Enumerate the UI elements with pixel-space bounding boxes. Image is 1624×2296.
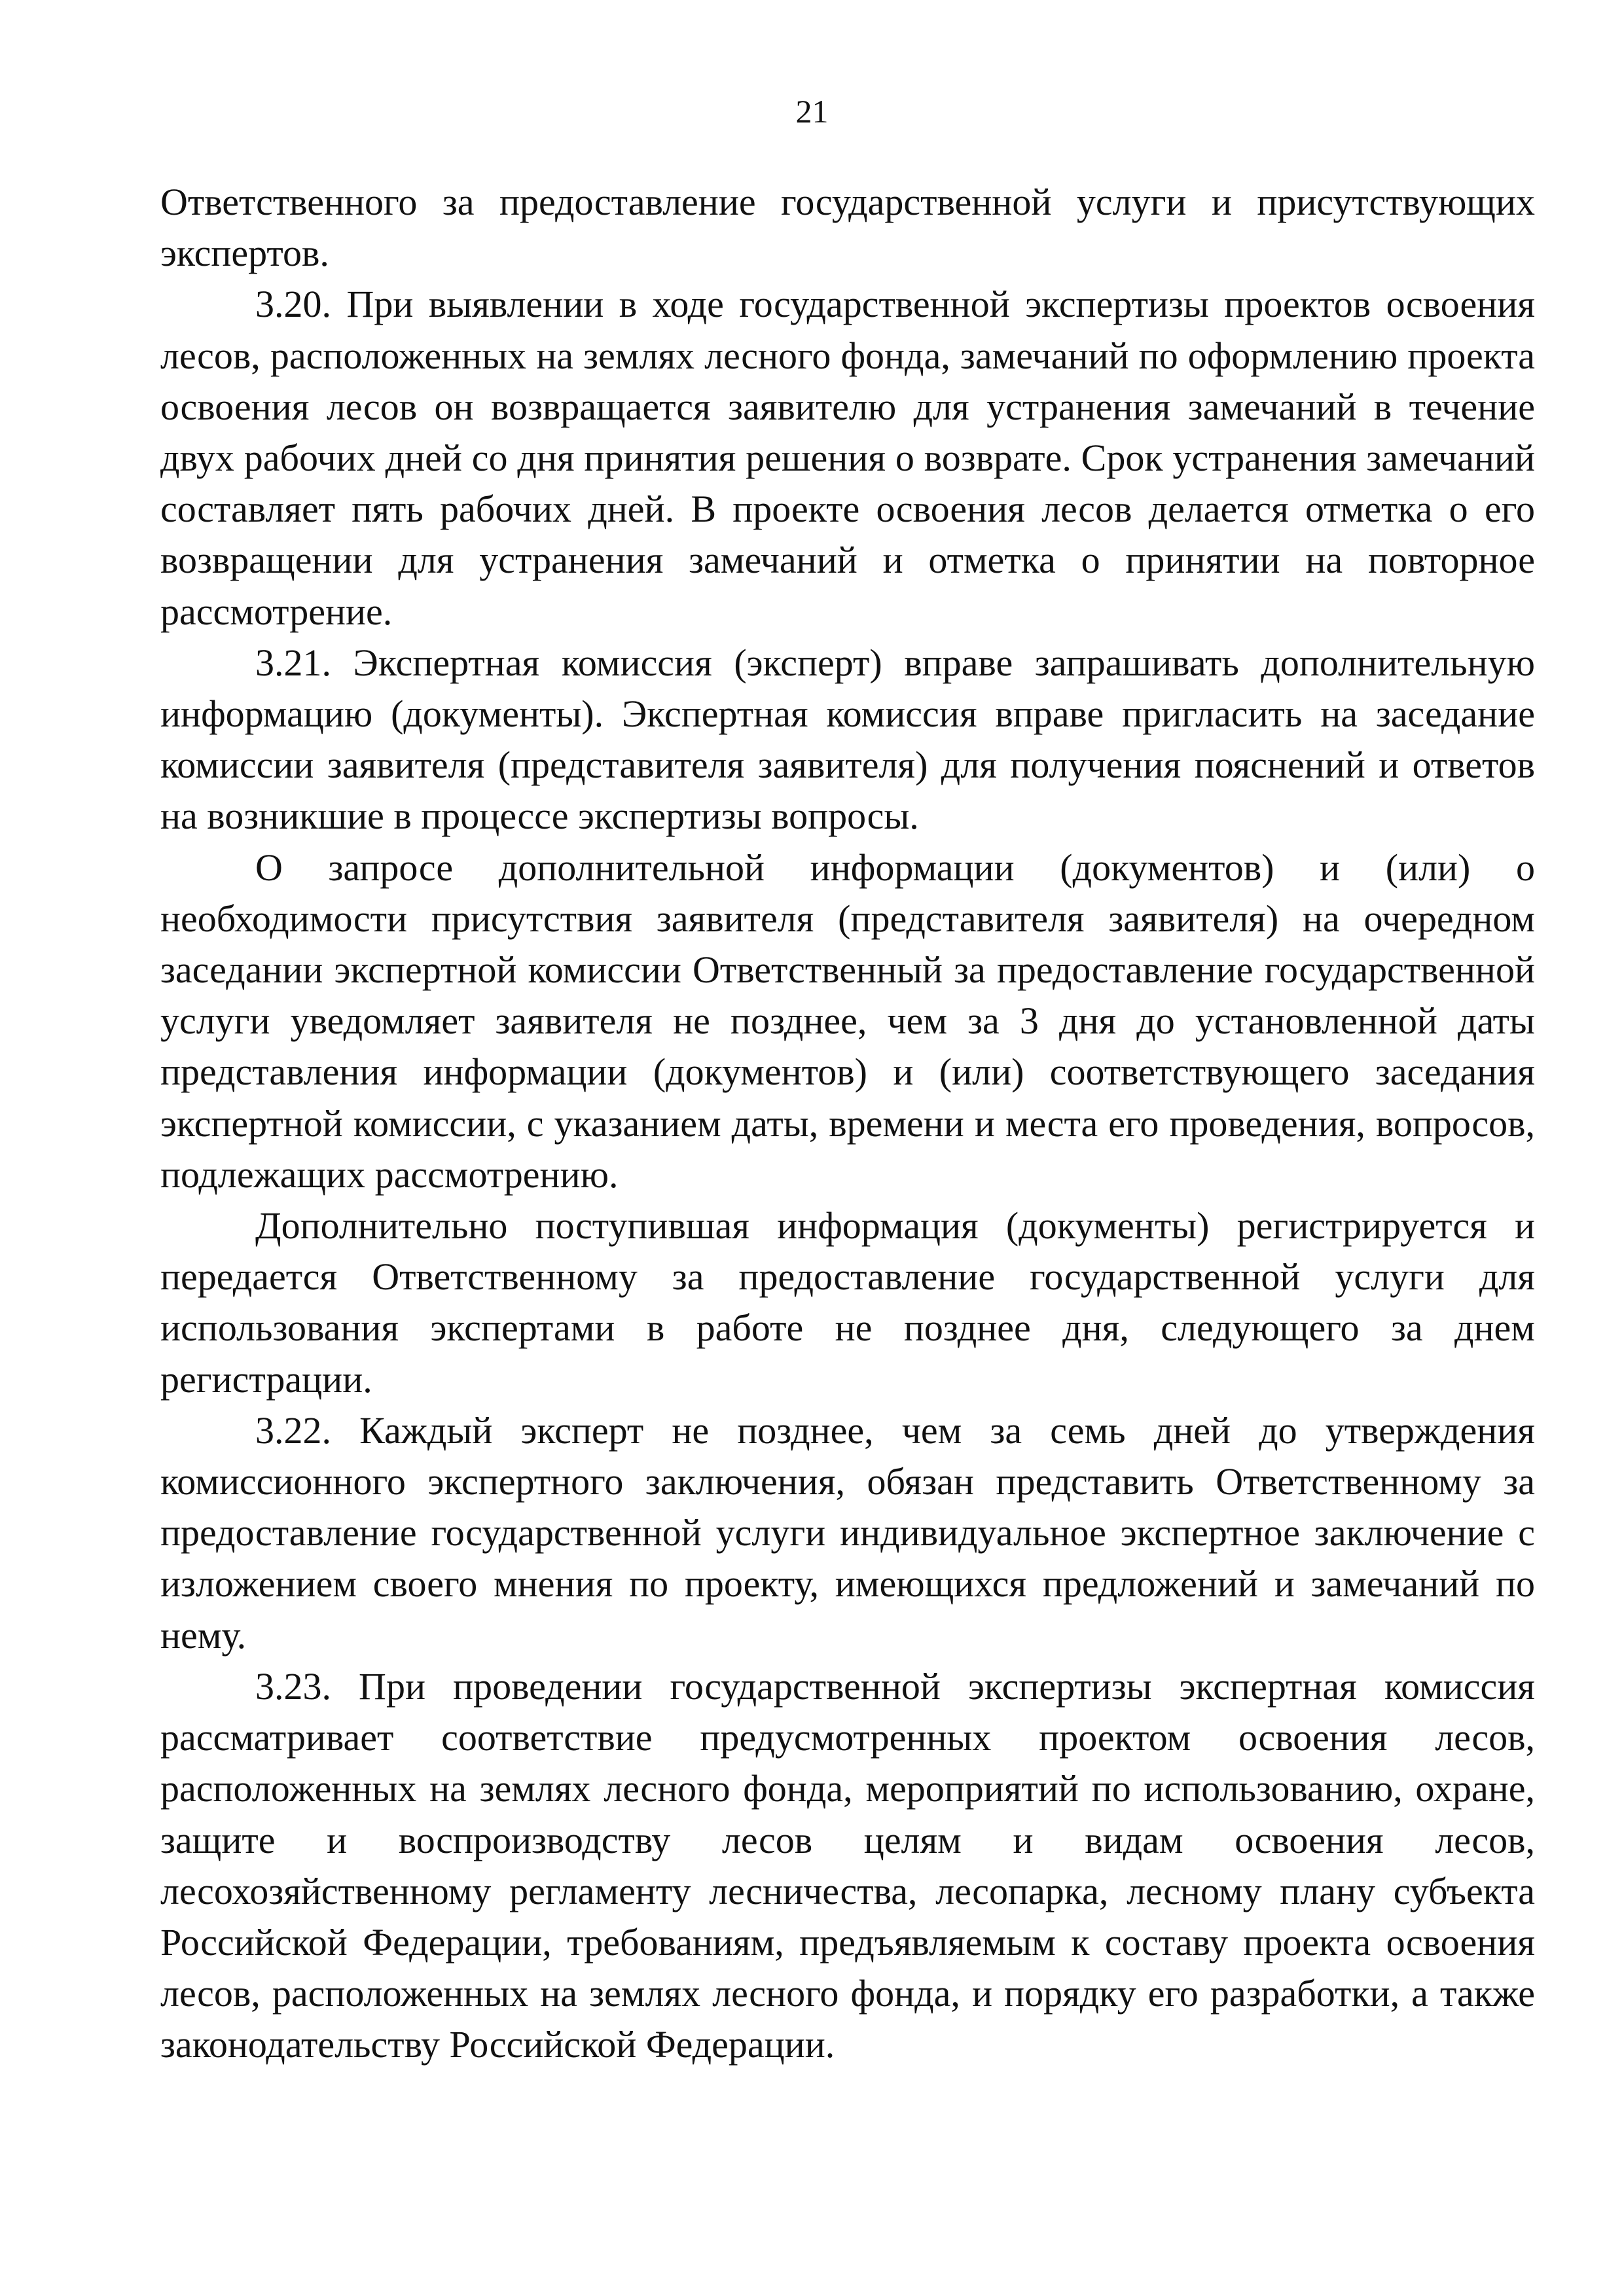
paragraph-3-21: 3.21. Экспертная комиссия (эксперт) вправе запрашивать дополнительную информацию (документы). Экспертная комиссия вправе пригласить на заседание комиссии заявителя (представителя заявителя) для получения пояснений и ответов на возникшие в процессе экспертизы вопросы. (160, 641, 1535, 838)
document-body (160, 177, 1535, 2071)
page-number: 21 (795, 93, 829, 130)
paragraph-additional-info: Дополнительно поступившая информация (документы) регистрируется и передается Ответственному за предоставление государственной услуги для использования экспертами в работе не позднее дня, следующего за днем регистрации. (160, 1204, 1535, 1401)
paragraph-request-info: О запросе дополнительной информации (документов) и (или) о необходимости присутствия заявителя (представителя заявителя) на очередном заседании экспертной комиссии Ответственный за предоставление государственной услуги уведомляет заявителя не позднее, чем за 3 дня до установленной даты представления информации (документов) и (или) соответствующего заседания экспертной комиссии, с указанием даты, времени и места его проведения, вопросов, подлежащих рассмотрению. (160, 846, 1535, 1196)
paragraph-3-20: 3.20. При выявлении в ходе государственной экспертизы проектов освоения лесов, расположенных на землях лесного фонда, замечаний по оформлению проекта освоения лесов он возвращается заявителю для устранения замечаний в течение двух рабочих дней со дня принятия решения о возврате. Срок устранения замечаний составляет пять рабочих дней. В проекте освоения лесов делается отметка о его возвращении для устранения замечаний и отметка о принятии на повторное рассмотрение. (160, 283, 1535, 633)
paragraph-3-23: 3.23. При проведении государственной экспертизы экспертная комиссия рассматривает соответствие предусмотренных проектом освоения лесов, расположенных на землях лесного фонда, мероприятий по использованию, охране, защите и воспроизводству лесов целям и видам освоения лесов, лесохозяйственному регламенту лесничества, лесопарка, лесному плану субъекта Российской Федерации, требованиям, предъявляемым к составу проекта освоения лесов, расположенных на землях лесного фонда, и порядку его разработки, а также законодательству Российской Федерации. (160, 1664, 1535, 2066)
paragraph-3-22: 3.22. Каждый эксперт не позднее, чем за семь дней до утверждения комиссионного экспертного заключения, обязан представить Ответственному за предоставление государственной услуги индивидуальное экспертное заключение с изложением своего мнения по проекту, имеющихся предложений и замечаний по нему. (160, 1408, 1535, 1657)
paragraph-continuation: Ответственного за предоставление государственной услуги и присутствующих экспертов. (160, 181, 1535, 275)
